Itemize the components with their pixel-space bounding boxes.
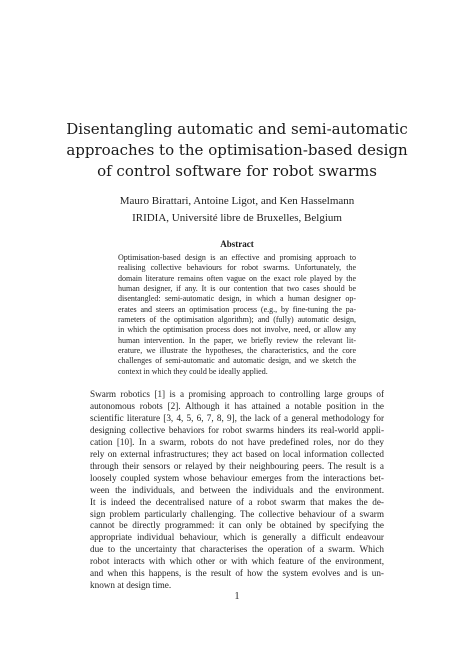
body-line: through their sensors or relayed by their neighbouring peers. The result is a	[90, 460, 384, 471]
abstract-line: disentangled: semi-automatic design, in which a human designer op-	[118, 294, 356, 304]
abstract-line: Optimisation-based design is an effective and promising approach to	[118, 253, 356, 262]
body-line: designing collective behaviors for robot swarms hinders its real-world appli-	[90, 424, 384, 435]
body-line: appropriate individual behaviour, which is generally a difficult endeavour	[90, 532, 384, 543]
body-line: known at design time.	[90, 580, 172, 591]
abstract-line: challenges of semi-automatic and automatic design, and we sketch the	[118, 356, 356, 366]
abstract-line: context in which they could be ideally applied.	[118, 366, 268, 376]
body-line: due to the uncertainty that characterises the operation of a swarm. Which	[90, 544, 384, 555]
abstract-line: erature, we illustrate the hypotheses, the characteristics, and the core	[118, 346, 356, 356]
body-line: robot interacts with which other or with which feature of the environment,	[90, 556, 384, 567]
title-line: approaches to the optimisation-based design	[66, 141, 408, 159]
abstract-line: domain literature remains often vague on the exact role played by the	[118, 273, 356, 283]
paper-title	[60, 119, 414, 182]
abstract-line: human designer, if any. It is our contention that two cases should be	[118, 284, 356, 294]
abstract-heading	[60, 238, 414, 250]
body-line: cannot be directly programmed: it can only be obtained by specifying the	[90, 520, 384, 531]
body-line: ween the individuals, and between the individuals and the environment.	[90, 484, 384, 495]
body-paragraph	[90, 389, 384, 592]
body-line: scientific literature [3, 4, 5, 6, 7, 8, 9], the lack of a general methodology for	[90, 412, 384, 423]
abstract-body	[118, 253, 356, 377]
body-line: It is indeed the decentralised nature of a robot swarm that makes the de-	[90, 496, 384, 507]
abstract-line: erates and steers an optimisation process (e.g., by fine-tuning the pa-	[118, 304, 356, 314]
body-line: sign problem particularly challenging. The collective behaviour of a swarm	[90, 508, 384, 519]
title-line: Disentangling automatic and semi-automatic	[66, 120, 408, 138]
author-affiliation: IRIDIA, Université libre de Bruxelles, Belgium	[132, 212, 342, 224]
body-line: Swarm robotics [1] is a promising approach to controlling large groups of	[90, 389, 384, 399]
body-line: autonomous robots [2]. Although it has attained a notable position in the	[90, 400, 384, 411]
abstract-heading-text: Abstract	[220, 239, 254, 249]
title-line: of control software for robot swarms	[97, 162, 377, 180]
author-block	[60, 193, 414, 227]
body-line: and when this happens, is the result of how the system evolves and is un-	[90, 568, 384, 579]
abstract-line: realising collective behaviours for robot swarms. Unfortunately, the	[118, 263, 356, 273]
abstract-line: rameters of the optimisation algorithm); and (fully) automatic design,	[118, 315, 356, 325]
body-line: loosely coupled system whose behaviour emerges from the interactions bet-	[90, 472, 384, 483]
body-line: cation [10]. In a swarm, robots do not have predefined roles, nor do they	[90, 436, 384, 447]
author-names: Mauro Birattari, Antoine Ligot, and Ken Hasselmann	[119, 195, 355, 207]
abstract-line: in which the optimisation process does not involve, need, or allow any	[118, 325, 356, 335]
abstract-line: human intervention. In the paper, we briefly review the relevant lit-	[118, 335, 356, 345]
page-number: 1	[234, 591, 240, 602]
body-line: rely on external infrastructures; they act based on local information collected	[90, 448, 384, 459]
